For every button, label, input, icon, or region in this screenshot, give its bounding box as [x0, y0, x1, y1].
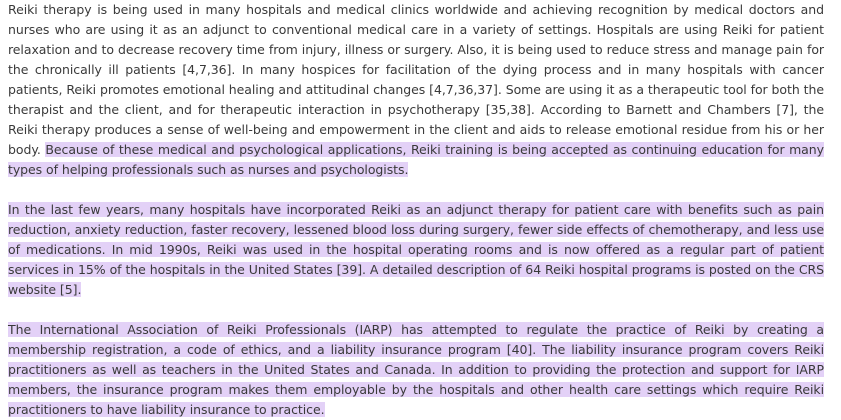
highlighted-text[interactable]: Because of these medical and psychological applications, Reiki training is being accepted as continuing education for many types of helping professionals such as nurses and psychologists. [8, 142, 824, 177]
highlighted-text[interactable]: The International Association of Reiki Professionals (IARP) has attempted to regulate the practice of Reiki by creating a membership registration, a code of ethics, and a liability insurance program [40]. The liability insurance program covers Reiki practitioners as well as teachers in the United States and Canada. In addition to providing the protection and support for IARP members, the insurance program makes them employable by the hospitals and other health care settings which require Reiki practitioners to have liability insurance to practice. [8, 322, 824, 417]
highlighted-text[interactable]: In the last few years, many hospitals have incorporated Reiki as an adjunct therapy for patient care with benefits such as pain reduction, anxiety reduction, faster recovery, lessened blood loss during surgery, fewer side effects of chemotherapy, and less use of medications. In mid 1990s, Reiki was used in the hospital operating rooms and is now offered as a regular part of patient services in 15% of the hospitals in the United States [39]. A detailed description of 64 Reiki hospital programs is posted on the CRS website [5]. [8, 202, 824, 297]
document-body [8, 0, 824, 420]
paragraph-iarp-regulation [8, 320, 824, 420]
paragraph-hospital-adoption [8, 200, 824, 300]
paragraph-reiki-therapy-use [8, 0, 824, 180]
paragraph-text: Reiki therapy is being used in many hospitals and medical clinics worldwide and achieving recognition by medical doctors and nurses who are using it as an adjunct to conventional medical care in a variety of settings. Hospitals are using Reiki for patient relaxation and to decrease recovery time from injury, illness or surgery. Also, it is being used to reduce stress and manage pain for the chronically ill patients [4,7,36]. In many hospices for facilitation of the dying process and in many hospitals with cancer patients, Reiki promotes emotional healing and attitudinal changes [4,7,36,37]. Some are using it as a therapeutic tool for both the therapist and the client, and for therapeutic interaction in psychotherapy [35,38]. According to Barnett and Chambers [7], the Reiki therapy produces a sense of well-being and empowerment in the client and aids to release emotional residue from his or her body. [8, 2, 824, 157]
